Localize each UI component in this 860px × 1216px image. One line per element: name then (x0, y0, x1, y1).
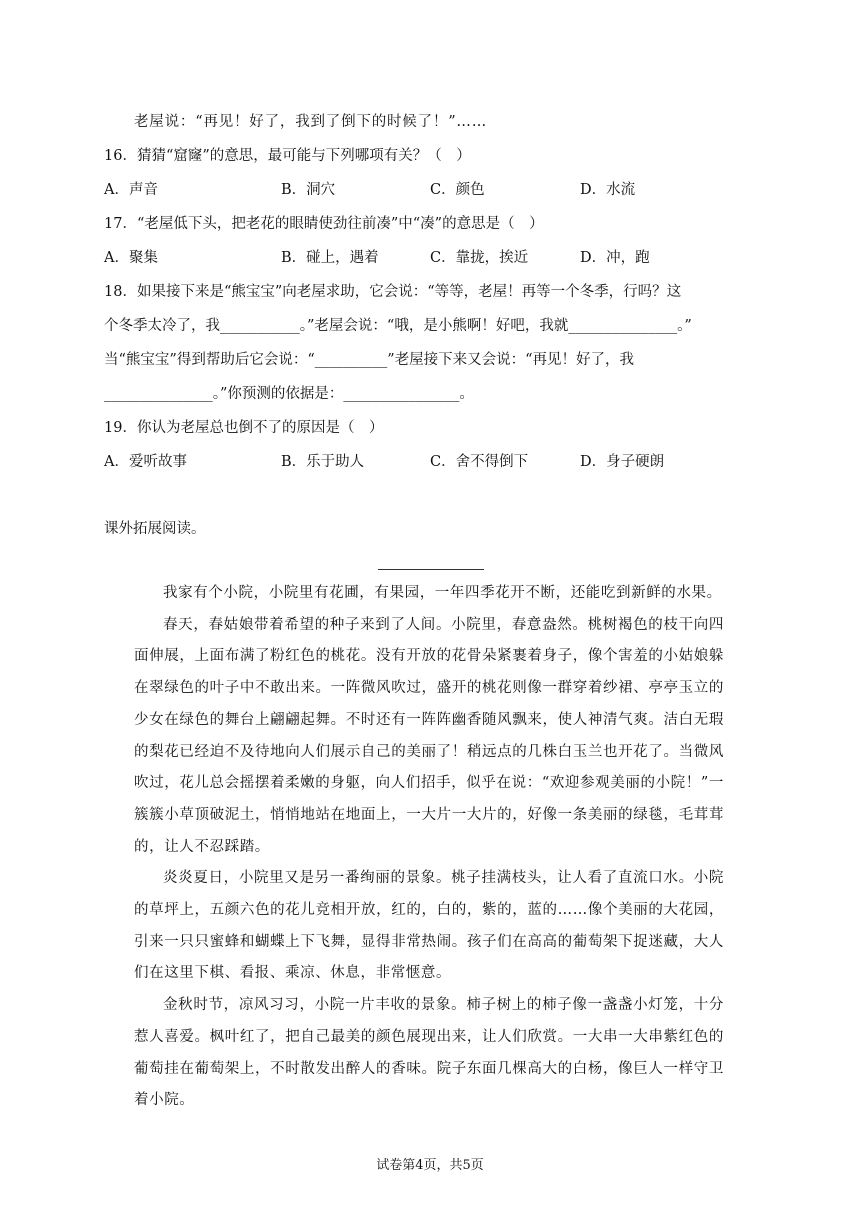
question-19-option-c: C．舍不得倒下 (430, 454, 529, 470)
question-18-line-1: 18．如果接下来是“熊宝宝”向老屋求助，它会说：“等等，老屋！再等一个冬季，行吗？这 (104, 284, 682, 300)
question-17-option-d: D．冲，跑 (580, 250, 650, 266)
question-19-option-b: B．乐于助人 (281, 454, 365, 470)
question-16-option-a: A．声音 (104, 182, 158, 198)
question-17-option-b: B．碰上，遇着 (281, 250, 379, 266)
question-18-line-3: 当“熊宝宝”得到帮助后它会说：“__________”老屋接下来又会说：“再见！好了，我 (104, 352, 635, 368)
question-17-option-c: C．靠拢，挨近 (430, 250, 529, 266)
question-19-option-d: D．身子硬朗 (580, 454, 665, 470)
question-16-stem: 16．猜猜“窟窿”的意思，最可能与下列哪项有关？（ ） (104, 148, 471, 164)
question-16-option-c: C．颜色 (430, 182, 485, 198)
question-18-line-2: 个冬季太冷了，我___________。”老屋会说：“哦，是小熊啊！好吧，我就_______________。” (104, 318, 692, 334)
story-paragraph: 春天，春姑娘带着希望的种子来到了人间。小院里，春意盎然。桃树褐色的枝干向四面伸展，上面布满了粉红色的桃花。没有开放的花骨朵紧裹着身子，像个害羞的小姑娘躲在翠绿色的叶子中不敢出来。一阵微风吹过，盛开的桃花则像一群穿着纱裙、亭亭玉立的少女在绿色的舞台上翩翩起舞。不时还有一阵阵幽香随风飘来，使人神清气爽。洁白无瑕的梨花已经迫不及待地向人们展示自己的美丽了！稍远点的几株白玉兰也开花了。当微风吹过，花儿总会摇摆着柔嫩的身躯，向人们招手，似乎在说：“欢迎参观美丽的小院！”一簇簇小草顶破泥土，悄悄地站在地面上，一大片一大片的，好像一条美丽的绿毯，毛茸茸的，让人不忍踩踏。 (134, 616, 724, 855)
section-title: 课外拓展阅读。 (104, 521, 206, 537)
question-16-option-d: D．水流 (580, 182, 636, 198)
story-text (134, 578, 724, 1117)
question-18-line-4: _______________。”你预测的依据是：________________。 (104, 386, 474, 402)
story-paragraph: 炎炎夏日，小院里又是另一番绚丽的景象。桃子挂满枝头，让人看了直流口水。小院的草坪上，五颜六色的花儿竞相开放，红的，白的，紫的，蓝的……像个美丽的大花园，引来一只只蜜蜂和蝴蝶上下飞舞，显得非常热闹。孩子们在高高的葡萄架下捉迷藏，大人们在这里下棋、看报、乘凉、休息，非常惬意。 (134, 870, 724, 982)
story-title-blank (378, 569, 484, 570)
story-paragraph: 我家有个小院，小院里有花圃，有果园，一年四季花开不断，还能吃到新鲜的水果。 (163, 585, 722, 601)
question-16-option-b: B．洞穴 (281, 182, 336, 198)
question-19-stem: 19．你认为老屋总也倒不了的原因是（ ） (104, 420, 384, 436)
top-quote: 老屋说：“再见！好了，我到了倒下的时候了！”…… (134, 114, 488, 130)
question-17-option-a: A．聚集 (104, 250, 158, 266)
question-17-stem: 17．“老屋低下头，把老花的眼睛使劲往前凑”中“凑”的意思是（ ） (104, 216, 544, 232)
page-footer: 试卷第4页，共5页 (376, 1158, 484, 1173)
story-paragraph: 金秋时节，凉风习习，小院一片丰收的景象。柿子树上的柿子像一盏盏小灯笼，十分惹人喜爱。枫叶红了，把自己最美的颜色展现出来，让人们欣赏。一大串一大串紫红色的葡萄挂在葡萄架上，不时散发出醉人的香味。院子东面几棵高大的白杨，像巨人一样守卫着小院。 (134, 997, 724, 1109)
question-19-option-a: A．爱听故事 (104, 454, 187, 470)
